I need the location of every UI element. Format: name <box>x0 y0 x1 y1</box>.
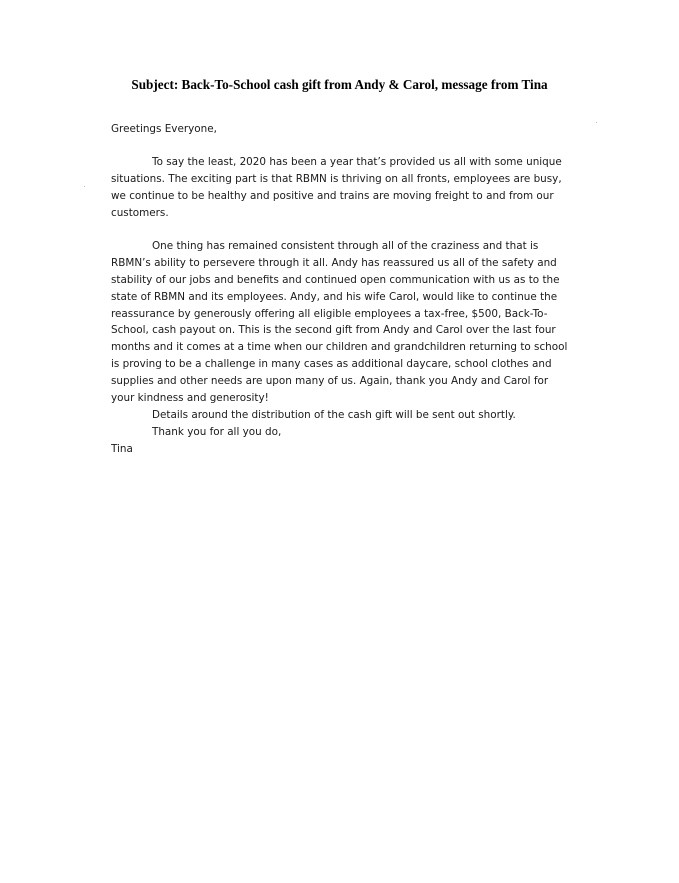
paragraph-2-line: School, cash payout on. This is the second gift from Andy and Carol over the last four <box>111 324 556 337</box>
scan-speck <box>596 122 597 123</box>
paragraph-2-line: One thing has remained consistent through all of the craziness and that is <box>152 240 539 252</box>
greeting-text: Greetings Everyone, <box>111 123 217 135</box>
paragraph-2 <box>111 238 568 458</box>
closing-line: Thank you for all you do, <box>152 425 282 438</box>
subject-line: Subject: Back-To-School cash gift from Andy & Carol, message from Tina <box>131 77 548 92</box>
paragraph-2-line: supplies and other needs are upon many of us. Again, thank you Andy and Carol for <box>111 375 549 388</box>
paragraph-2-line: is proving to be a challenge in many cases as additional daycare, school clothes and <box>111 358 552 371</box>
paragraph-1 <box>111 154 563 222</box>
paragraph-2-line: reassurance by generously offering all eligible employees a tax-free, $500, Back-To- <box>111 307 548 320</box>
paragraph-2-line: state of RBMN and its employees. Andy, and his wife Carol, would like to continue the <box>111 290 558 303</box>
signature: Tina <box>111 442 133 455</box>
paragraph-2-line: months and it comes at a time when our children and grandchildren returning to school <box>111 341 568 354</box>
paragraph-2-line: RBMN’s ability to persevere through it all. Andy has reassured us all of the safety and <box>111 256 557 269</box>
paragraph-2-line: your kindness and generosity! <box>111 392 269 405</box>
scan-speck <box>84 186 85 187</box>
paragraph-1-line: we continue to be healthy and positive and trains are moving freight to and from our <box>111 189 554 202</box>
paragraph-1-line: To say the least, 2020 has been a year that’s provided us all with some unique <box>152 156 562 168</box>
greeting <box>111 121 563 138</box>
paragraph-1-line: customers. <box>111 206 169 219</box>
paragraph-1-line: situations. The exciting part is that RBMN is thriving on all fronts, employees are busy, <box>111 172 562 185</box>
paragraph-2-line: stability of our jobs and benefits and continued open communication with us as to the <box>111 273 560 286</box>
details-line: Details around the distribution of the cash gift will be sent out shortly. <box>152 408 516 421</box>
